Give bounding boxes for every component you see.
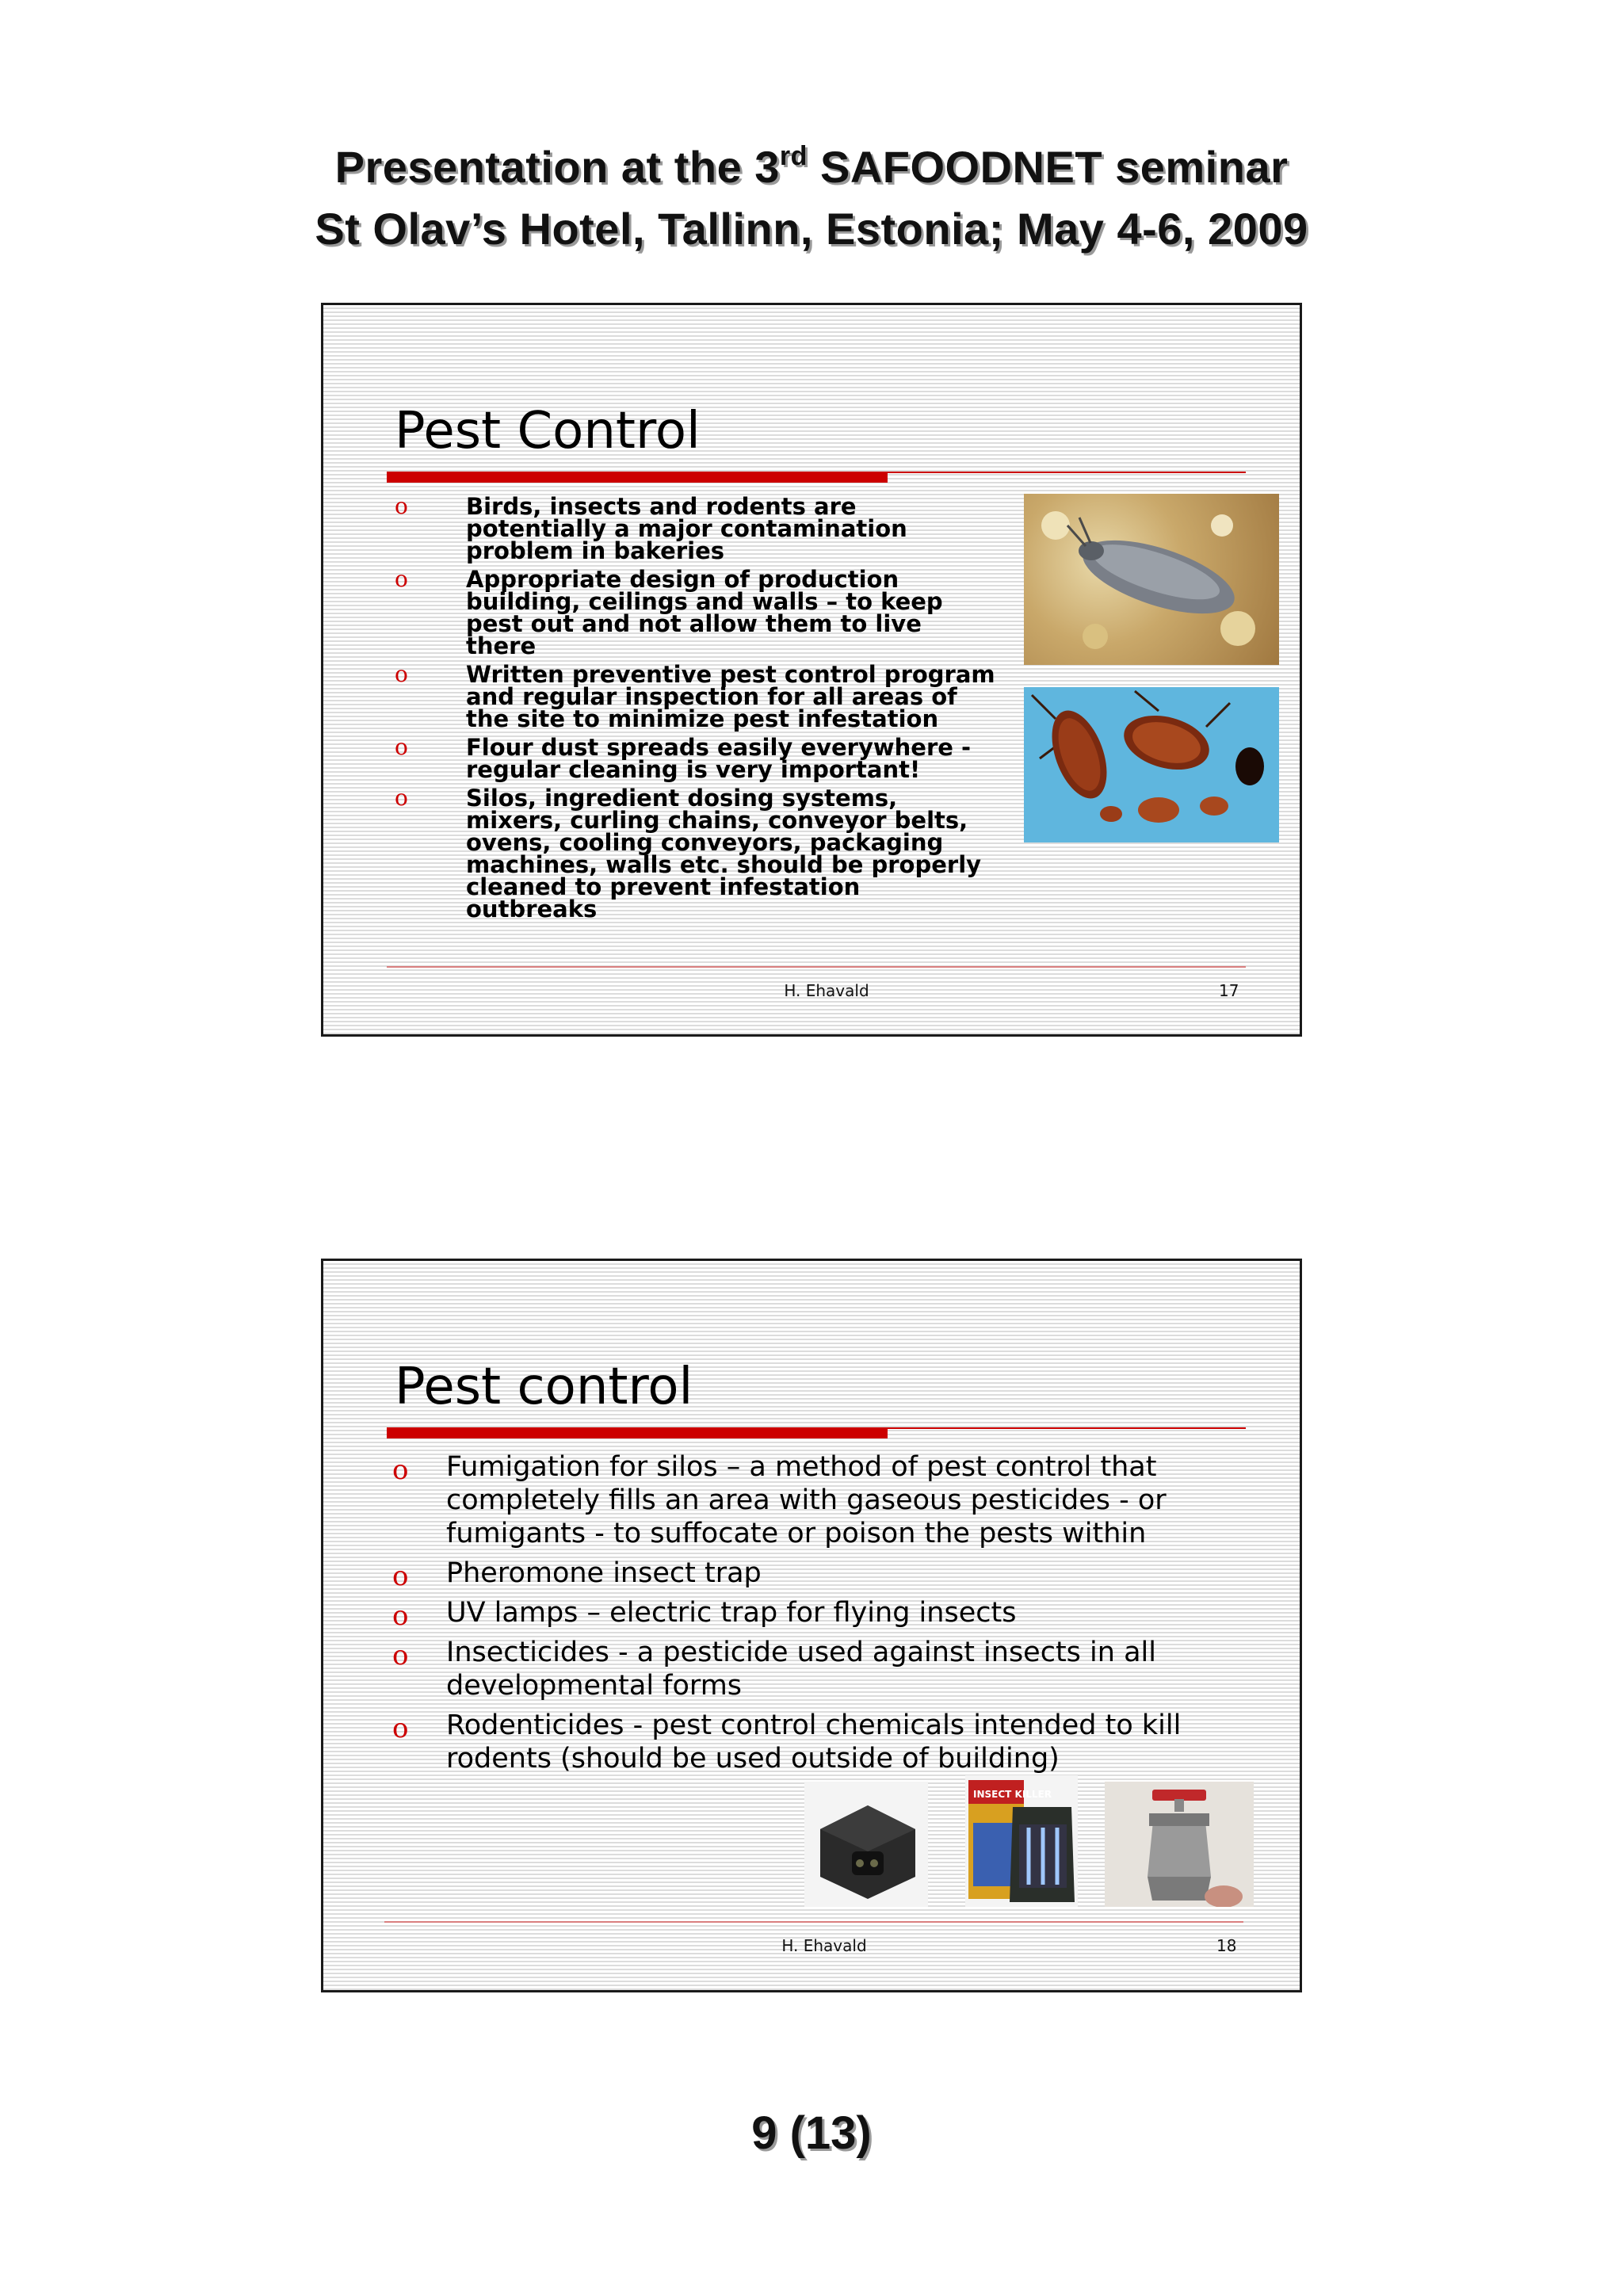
bullet-item bbox=[392, 1636, 1248, 1702]
slide-number: 18 bbox=[1216, 1936, 1237, 1955]
bullet-text: Silos, ingredient dosing systems, mixers, curling chains, conveyor belts, ovens, cooling conveyors, packaging machines, walls etc. should be properly cleaned to prevent infestation outbreaks bbox=[466, 785, 982, 923]
footer-rule bbox=[387, 966, 1246, 968]
bullet-marker: o bbox=[392, 1561, 409, 1592]
bullet-item bbox=[392, 1557, 1248, 1590]
moth-photo bbox=[1024, 494, 1279, 665]
bullet-marker: o bbox=[392, 1600, 409, 1632]
product-box-label: INSECT KILLER bbox=[973, 1789, 1052, 1800]
bullet-text: Fumigation for silos – a method of pest control that completely fills an area with gaseous pesticides - or fumigants - to suffocate or poison the pests within bbox=[446, 1451, 1167, 1549]
cockroach-icon bbox=[1024, 687, 1279, 842]
bullet-item bbox=[395, 785, 997, 923]
bullet-item bbox=[392, 1596, 1248, 1632]
bullet-list bbox=[395, 495, 997, 926]
uv-lamp-icon bbox=[965, 1775, 1078, 1907]
bullet-text: Pheromone insect trap bbox=[446, 1557, 762, 1589]
bullet-item bbox=[392, 1450, 1248, 1550]
header-line-1-post: SAFOODNET seminar bbox=[807, 142, 1289, 192]
title-underline-thin bbox=[888, 1427, 1246, 1429]
header-line-1 bbox=[0, 141, 1623, 193]
header-line-2: St Olav’s Hotel, Tallinn, Estonia; May 4-6, 2009 bbox=[315, 204, 1308, 254]
bullet-item bbox=[395, 736, 997, 781]
bullet-item bbox=[395, 495, 997, 562]
pheromone-trap-icon bbox=[1105, 1782, 1254, 1907]
bullet-marker: o bbox=[395, 566, 408, 592]
cockroach-photo bbox=[1024, 687, 1279, 842]
header-line-1-pre: Presentation at the 3 bbox=[334, 142, 780, 192]
bullet-marker: o bbox=[395, 493, 408, 519]
footer-rule bbox=[384, 1921, 1243, 1923]
bullet-list-slide-18 bbox=[392, 1450, 1248, 1782]
bullet-text: UV lamps – electric trap for flying insects bbox=[446, 1597, 1017, 1629]
bullet-marker: o bbox=[392, 1454, 409, 1486]
bullet-marker: o bbox=[392, 1713, 409, 1744]
header-superscript: rd bbox=[779, 141, 808, 171]
slide-title: Pest control bbox=[395, 1358, 693, 1416]
bullet-marker: o bbox=[395, 785, 408, 811]
slide-pest-control-17 bbox=[321, 303, 1302, 1037]
bullet-text: Insecticides - a pesticide used against insects in all developmental forms bbox=[446, 1637, 1156, 1702]
page-number: 9 (13) bbox=[751, 2107, 872, 2159]
footer-author: H. Ehavald bbox=[781, 1936, 867, 1955]
title-underline-thin bbox=[888, 472, 1246, 473]
moth-icon bbox=[1024, 494, 1279, 665]
bait-station-icon bbox=[804, 1782, 928, 1907]
title-underline-thick bbox=[387, 472, 888, 483]
title-underline-thick bbox=[387, 1427, 888, 1438]
bullet-text: Birds, insects and rodents are potentially a major contamination problem in bakeries bbox=[466, 493, 907, 564]
bullet-text: Rodenticides - pest control chemicals intended to kill rodents (should be used outside of building) bbox=[446, 1710, 1182, 1775]
rodent-bait-station-photo bbox=[804, 1782, 928, 1907]
footer-author: H. Ehavald bbox=[784, 981, 869, 1000]
bullet-item bbox=[395, 663, 997, 730]
bullet-item bbox=[392, 1709, 1248, 1775]
bullet-marker: o bbox=[395, 734, 408, 760]
bullet-marker: o bbox=[392, 1640, 409, 1671]
bullet-item bbox=[395, 568, 997, 657]
slide-number: 17 bbox=[1219, 981, 1239, 1000]
bullet-text: Appropriate design of production building, ceilings and walls – to keep pest out and not allow them to live there bbox=[466, 566, 943, 659]
slide-title: Pest Control bbox=[395, 402, 701, 460]
bullet-text: Flour dust spreads easily everywhere - regular cleaning is very important! bbox=[466, 734, 972, 783]
pheromone-trap-photo bbox=[1105, 1782, 1254, 1907]
bullet-marker: o bbox=[395, 661, 408, 687]
bullet-text: Written preventive pest control program and regular inspection for all areas of the site to minimize pest infestation bbox=[466, 661, 995, 732]
uv-insect-killer-photo bbox=[965, 1775, 1078, 1907]
